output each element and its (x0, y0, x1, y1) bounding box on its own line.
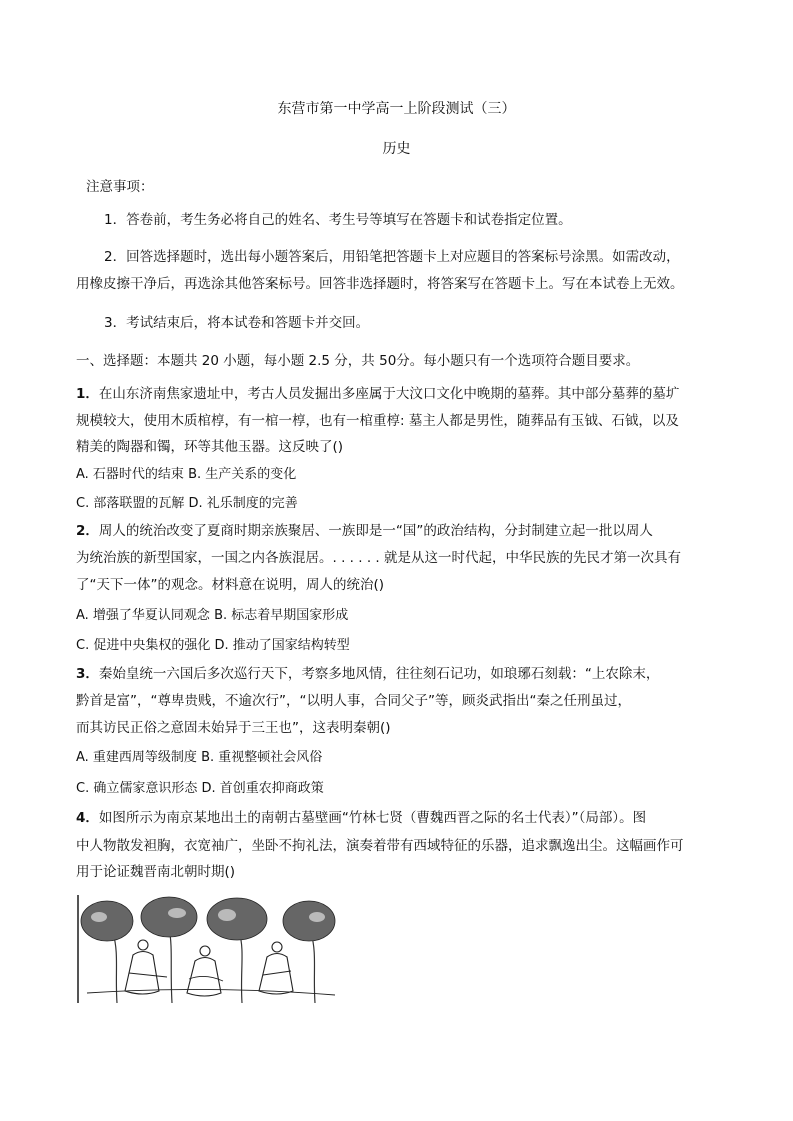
question-1-text: 在山东济南焦家遗址中，考古人员发掘出多座属于大汶口文化中晚期的墓葬。其中部分墓葬的墓圹 (98, 386, 680, 402)
option-d: D. 首创重农抑商政策 (201, 781, 324, 796)
question-2-options-cd (76, 636, 350, 656)
option-b: B. 生产关系的变化 (188, 467, 297, 482)
subject-title: 历史 (382, 141, 411, 157)
option-a: A. 重建西周等级制度 (76, 750, 197, 765)
exam-title: 东营市第一中学高一上阶段测试（三） (277, 101, 516, 117)
note-3: 3．考试结束后，将本试卷和答题卡并交回。 (104, 315, 370, 331)
notes-heading: 注意事项： (86, 179, 154, 195)
question-2-line-3: 了“天下一体”的观念。材料意在说明，周人的统治() (76, 577, 385, 593)
question-1-line-3: 精美的陶器和镯，环等其他玉器。这反映了() (76, 439, 344, 455)
question-1-line-1 (76, 384, 679, 404)
question-3-line-1 (76, 664, 659, 684)
question-4-line-3: 用于论证魏晋南北朝时期() (76, 864, 236, 880)
question-4-line-1 (76, 808, 646, 828)
question-2-options-ab (76, 606, 348, 626)
note-1: 1．答卷前，考生务必将自己的姓名、考生号等填写在答题卡和试卷指定位置。 (104, 212, 572, 228)
question-3-line-3: 而其访民正俗之意固未始异于三王也”，这表明秦朝() (76, 720, 391, 736)
note-2-line-1: 2．回答选择题时，选出每小题答案后，用铅笔把答题卡上对应题目的答案标号涂黑。如需改动， (104, 249, 680, 265)
question-2-line-2: 为统治族的新型国家，一国之内各族混居。. . . . . . 就是从这一时代起，中华民族的先民才第一次具有 (76, 550, 681, 566)
option-d: D. 礼乐制度的完善 (188, 496, 298, 511)
option-a: A. 石器时代的结束 (76, 467, 184, 482)
question-3-options-cd (76, 779, 324, 799)
question-1-options-ab (76, 465, 296, 485)
question-3-number: 3． (76, 666, 99, 682)
question-3-line-2: 黔首是富”，“尊卑贵贱，不逾次行”，“以明人事，合同父子”等，顾炎武指出“秦之任刑虽过， (76, 693, 631, 709)
question-2-number: 2． (76, 523, 99, 539)
option-c: C. 促进中央集权的强化 (76, 638, 211, 653)
question-2-text: 周人的统治改变了夏商时期亲族聚居、一族即是一“国”的政治结构，分封制建立起一批以周人 (98, 523, 653, 539)
option-a: A. 增强了华夏认同观念 (76, 608, 210, 623)
question-2-line-1 (76, 521, 653, 541)
question-1-line-2: 规模较大，使用木质棺椁，有一棺一椁，也有一棺重椁: 墓主人都是男性，随葬品有玉钺、石钺，以及 (76, 413, 679, 429)
question-3-text: 秦始皇统一六国后多次巡行天下，考察多地风情，往往刻石记功，如琅琊石刻载：“上农除末， (98, 666, 660, 682)
question-1-number: 1． (76, 386, 99, 402)
option-d: D. 推动了国家结构转型 (214, 638, 350, 653)
question-1-options-cd (76, 494, 298, 514)
option-b: B. 重视整顿社会风俗 (201, 750, 323, 765)
question-4-line-2: 中人物散发袒胸，衣宽袖广，坐卧不拘礼法，演奏着带有西域特征的乐器，追求飘逸出尘。这幅画作可 (76, 838, 684, 854)
question-4-text: 如图所示为南京某地出土的南朝古墓壁画“竹林七贤（曹魏西晋之际的名士代表）”（局部）。图 (98, 810, 647, 826)
option-c: C. 确立儒家意识形态 (76, 781, 198, 796)
note-2-line-2: 用橡皮擦干净后，再选涂其他答案标号。回答非选择题时，将答案写在答题卡上。写在本试卷上无效。 (76, 276, 684, 292)
question-3-options-ab (76, 748, 322, 768)
section-heading: 一、选择题：本题共 20 小题，每小题 2.5 分，共 50分。每小题只有一个选项符合题目要求。 (76, 353, 640, 369)
question-4-number: 4． (76, 810, 99, 826)
bamboo-grove-mural-image (77, 893, 339, 1005)
option-c: C. 部落联盟的瓦解 (76, 496, 185, 511)
option-b: B. 标志着早期国家形成 (214, 608, 349, 623)
